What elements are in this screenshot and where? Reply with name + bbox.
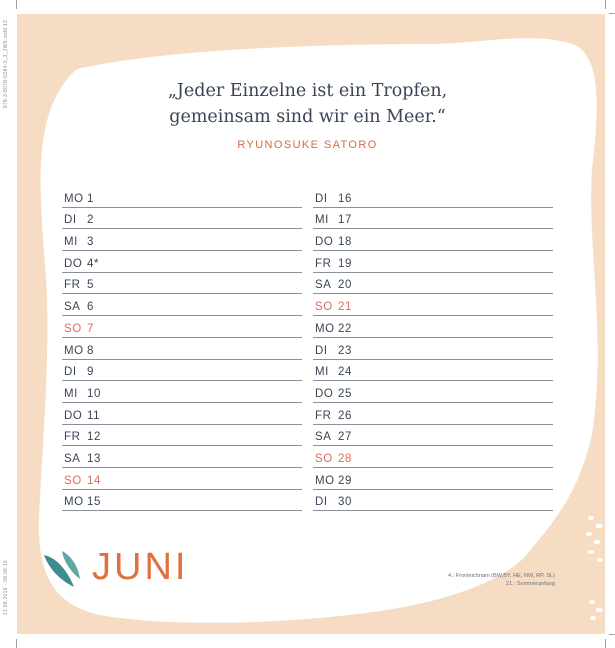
day-row xyxy=(313,360,553,382)
weekday-label: MO xyxy=(315,322,335,335)
day-number: 9 xyxy=(87,366,94,379)
day-number: 5 xyxy=(87,279,94,292)
weekday-label: SO xyxy=(64,322,82,335)
day-row xyxy=(62,186,302,208)
footnotes xyxy=(400,572,555,588)
day-number: 6 xyxy=(87,301,94,314)
day-row xyxy=(313,273,553,295)
month-title: JUNI xyxy=(92,546,189,588)
crop-mark-bottom-right xyxy=(605,639,606,648)
day-number: 29 xyxy=(338,474,352,487)
day-number: 22 xyxy=(338,322,352,335)
day-number: 4* xyxy=(87,257,100,270)
day-row xyxy=(62,446,302,468)
day-row xyxy=(62,229,302,251)
day-row xyxy=(62,360,302,382)
day-number: 30 xyxy=(338,496,352,509)
weekday-label: MO xyxy=(64,344,84,357)
weekday-label: MO xyxy=(315,474,335,487)
day-number: 7 xyxy=(87,322,94,335)
day-number: 26 xyxy=(338,409,352,422)
days-column-left xyxy=(62,186,302,511)
day-row xyxy=(313,251,553,273)
footnote-1: 4.: Fronleichnam (BW,BY, HE, NW, RP, SL) xyxy=(447,573,555,579)
day-number: 11 xyxy=(87,409,101,422)
day-row xyxy=(313,425,553,447)
day-number: 28 xyxy=(338,452,352,465)
weekday-label: DI xyxy=(315,344,328,357)
weekday-label: DO xyxy=(315,236,334,249)
print-slug-top: 978-3-8078-0284-3_3_JW9.indd 13 xyxy=(3,20,9,109)
crop-mark-right-top xyxy=(609,13,615,14)
weekday-label: MI xyxy=(315,366,329,379)
weekday-label: SA xyxy=(315,279,332,292)
weekday-label: SA xyxy=(64,452,81,465)
day-number: 12 xyxy=(87,431,101,444)
weekday-label: MO xyxy=(64,496,84,509)
weekday-label: DO xyxy=(64,257,83,270)
weekday-label: SO xyxy=(315,452,333,465)
weekday-label: FR xyxy=(64,279,81,292)
day-row xyxy=(62,403,302,425)
day-row xyxy=(313,294,553,316)
weekday-label: DI xyxy=(64,214,77,227)
day-row xyxy=(62,490,302,512)
day-number: 24 xyxy=(338,366,352,379)
day-number: 21 xyxy=(338,301,352,314)
days-column-right xyxy=(313,186,553,511)
weekday-label: MI xyxy=(315,214,329,227)
decorative-dots xyxy=(583,512,605,627)
weekday-label: MO xyxy=(64,192,84,205)
quote-line-1: „Jeder Einzelne ist ein Tropfen, xyxy=(167,81,448,101)
crop-mark-top-left xyxy=(16,0,17,9)
crop-mark-bottom-left xyxy=(16,639,17,648)
leaf-logo-icon xyxy=(40,549,92,591)
day-number: 20 xyxy=(338,279,352,292)
day-row xyxy=(313,381,553,403)
day-row xyxy=(313,186,553,208)
quote-author: RYUNOSUKE SATORO xyxy=(237,139,378,151)
day-row xyxy=(62,251,302,273)
day-number: 25 xyxy=(338,387,352,400)
weekday-label: DO xyxy=(315,387,334,400)
day-row xyxy=(313,208,553,230)
day-row xyxy=(62,381,302,403)
day-number: 13 xyxy=(87,452,101,465)
day-row xyxy=(62,316,302,338)
day-number: 16 xyxy=(338,192,352,205)
day-number: 27 xyxy=(338,431,352,444)
day-number: 14 xyxy=(87,474,101,487)
day-number: 18 xyxy=(338,236,352,249)
print-slug-bottom: 13.08.2016 - 08:06:16 xyxy=(3,560,9,616)
weekday-label: MI xyxy=(64,236,78,249)
day-number: 3 xyxy=(87,236,94,249)
day-row xyxy=(313,403,553,425)
quote-line-2: gemeinsam sind wir ein Meer.“ xyxy=(169,107,446,127)
day-row xyxy=(313,338,553,360)
day-row xyxy=(62,208,302,230)
weekday-label: FR xyxy=(64,431,81,444)
day-row xyxy=(62,338,302,360)
weekday-label: FR xyxy=(315,257,332,270)
day-number: 8 xyxy=(87,344,94,357)
day-row xyxy=(313,446,553,468)
day-row xyxy=(62,294,302,316)
weekday-label: DO xyxy=(64,409,83,422)
day-row xyxy=(313,229,553,251)
weekday-label: MI xyxy=(64,387,78,400)
day-row xyxy=(62,425,302,447)
weekday-label: SO xyxy=(64,474,82,487)
weekday-label: SA xyxy=(64,301,81,314)
weekday-label: DI xyxy=(315,192,328,205)
day-number: 10 xyxy=(87,387,101,400)
day-number: 19 xyxy=(338,257,352,270)
footnote-2: 21.: Sommeranfang xyxy=(505,581,555,587)
weekday-label: SO xyxy=(315,301,333,314)
weekday-label: DI xyxy=(315,496,328,509)
crop-mark-right-bottom xyxy=(609,634,615,635)
day-number: 15 xyxy=(87,496,101,509)
weekday-label: FR xyxy=(315,409,332,422)
day-number: 2 xyxy=(87,214,94,227)
weekday-label: SA xyxy=(315,431,332,444)
day-number: 23 xyxy=(338,344,352,357)
crop-mark-top-right xyxy=(605,0,606,9)
day-row xyxy=(313,490,553,512)
quote xyxy=(100,78,515,130)
day-row xyxy=(313,316,553,338)
weekday-label: DI xyxy=(64,366,77,379)
day-number: 1 xyxy=(87,192,94,205)
day-number: 17 xyxy=(338,214,352,227)
day-row xyxy=(62,468,302,490)
day-row xyxy=(62,273,302,295)
day-row xyxy=(313,468,553,490)
